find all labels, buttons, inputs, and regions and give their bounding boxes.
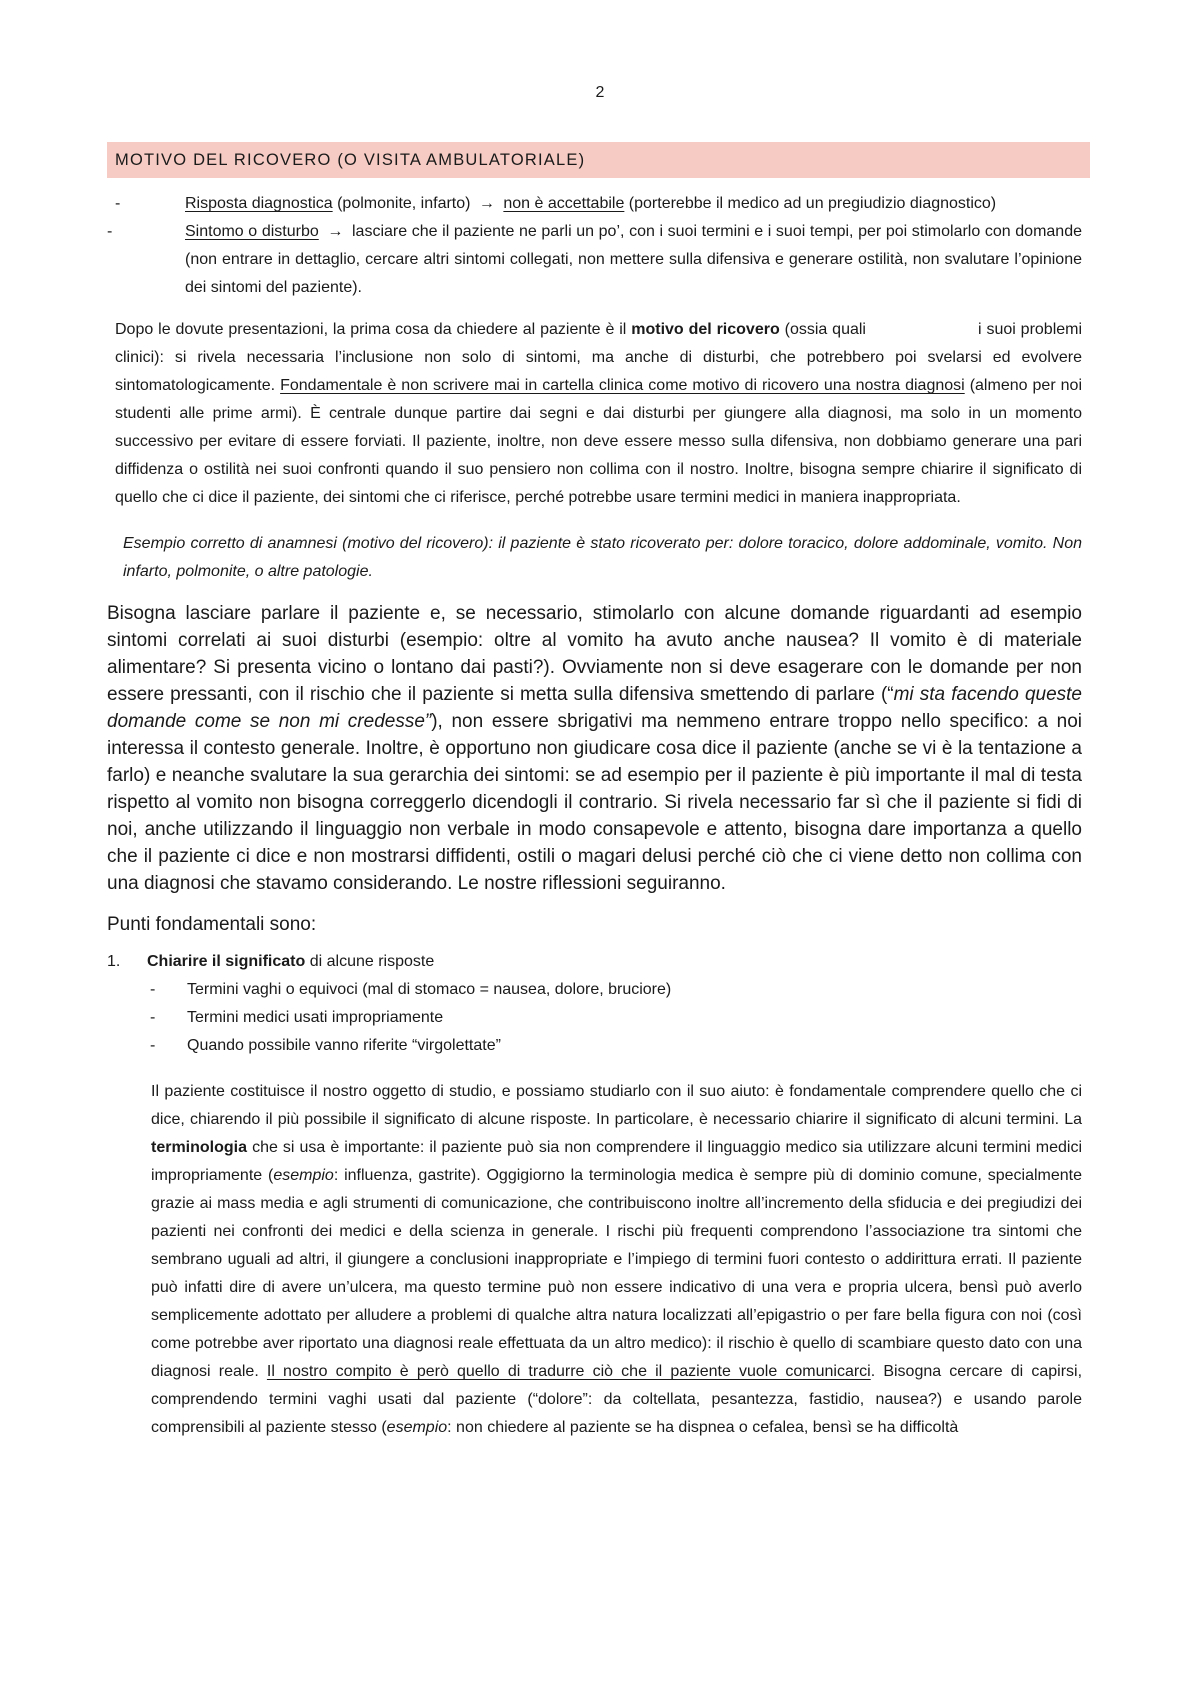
arrow-icon: → bbox=[478, 195, 495, 212]
bullet-sintomo-disturbo: - Sintomo o disturbo → lasciare che il paziente ne parli un po’, con i suoi termini e i suoi tempi, per poi stimolarlo con domande (non entrare in dettaglio, cercare altri sintomi collegati, non mettere sulla difensiva e generare ostilità, non svalutare l’opinione dei sintomi del paziente). bbox=[107, 218, 1082, 302]
sub-item: - Termini vaghi o equivoci (mal di stomaco = nausea, dolore, bruciore) bbox=[107, 976, 1082, 1004]
dash-marker: - bbox=[115, 195, 121, 212]
page-number: 2 bbox=[595, 84, 605, 101]
italic-text: mi sta facendo queste domande come se non mi credesse” bbox=[107, 684, 1083, 732]
italic-text: esempio bbox=[273, 1167, 334, 1184]
paragraph-terminologia: Il paziente costituisce il nostro oggetto di studio, e possiamo studiarlo con il suo aiuto: è fondamentale comprendere quello che ci dice, chiarendo il più possibile il significato di alcune risposte. In particolare, è necessario chiarire il significato di alcuni termini. La terminologia che si usa è importante: il paziente può sia non comprendere il linguaggio medico sia utilizzare alcuni termini medici impropriamente (esempio: influenza, gastrite). Oggigiorno la terminologia medica è sempre più di dominio comune, specialmente grazie ai mass media e agli strumenti di comunicazione, che contribuiscono inoltre all’incremento della sfiducia e dei pregiudizi dei pazienti nei confronti dei medici e della scienza in generale. I rischi più frequenti comprendono l’associazione tra sintomi che sembrano uguali ad altri, il giungere a conclusioni inappropriate e l’impiego di termini fuori contesto o addirittura errati. Il paziente può infatti dire di avere un’ulcera, ma questo termine può non essere indicativo di una vera e propria ulcera, bensì può averlo semplicemente adottato per alludere a problemi di qualche altra natura localizzati all’epigastrio o per fare bella figura con noi (così come potrebbe aver riportato una diagnosi reale effettuata da un altro medico): il rischio è quello di scambiare questo dato con una diagnosi reale. Il nostro compito è però quello di tradurre ciò che il paziente vuole comunicarci. Bisogna cercare di capirsi, comprendendo termini vaghi usati dal paziente (“dolore”: da coltellata, pesantezza, fastidio, nausea?) e usando parole comprensibili al paziente stesso (esempio: non chiedere al paziente se ha dispnea o cefalea, bensì se ha difficoltà bbox=[151, 1083, 1083, 1436]
bullet-risposta-diagnostica: - Risposta diagnostica (polmonite, infarto) → non è accettabile (porterebbe il medico ad un pregiudizio diagnostico) bbox=[115, 190, 1082, 218]
paragraph-presentazioni: Dopo le dovute presentazioni, la prima cosa da chiedere al paziente è il motivo del ricovero (ossia quali i suoi problemi clinici): si rivela necessaria l’inclusione non solo di sintomi, ma anche di disturbi, che potrebbero poi svelarsi ed evolvere sintomatologicamente. Fondamentale è non scrivere mai in cartella clinica come motivo di ricovero una nostra diagnosi (almeno per noi studenti alle prime armi). È centrale dunque partire dai segni e dai disturbi per giungere alla diagnosi, ma solo in un momento successivo per evitare di essere forviati. Il paziente, inoltre, non deve essere messo sulla difensiva, non dobbiamo generare una pari diffidenza o ostilità nei suoi confronti quando il suo pensiero non collima con il nostro. Inoltre, bisogna sempre chiarire il significato di quello che ci dice il paziente, dei sintomi che ci riferisce, perché potrebbe usare termini medici in maniera inappropriata. bbox=[115, 321, 1083, 506]
arrow-icon: → bbox=[327, 223, 344, 240]
bold-text: motivo del ricovero bbox=[631, 321, 780, 338]
section-title: MOTIVO DEL RICOVERO (O VISITA AMBULATORIALE) bbox=[115, 151, 586, 169]
dash-marker: - bbox=[150, 981, 156, 998]
section-header bbox=[107, 142, 1090, 178]
paragraph-lasciare-parlare: Bisogna lasciare parlare il paziente e, se necessario, stimolarlo con alcune domande riguardanti ad esempio sintomi correlati ai suoi disturbi (esempio: oltre al vomito ha avuto anche nausea? Il vomito è di materiale alimentare? Si presenta vicino o lontano dai pasti?). Ovviamente non si deve esagerare con le domande per non essere pressanti, con il rischio che il paziente si metta sulla difensiva smettendo di parlare (“mi sta facendo queste domande come se non mi credesse”), non essere sbrigativi ma nemmeno entrare troppo nello specifico: a noi interessa il contesto generale. Inoltre, è opportuno non giudicare cosa dice il paziente (anche se vi è la tentazione a farlo) e neanche svalutare la sua gerarchia dei sintomi: se ad esempio per il paziente è più importante il mal di testa rispetto al vomito non bisogna correggerlo dicendogli il contrario. Si rivela necessario far sì che il paziente si fidi di noi, anche utilizzando il linguaggio non verbale in modo consapevole e attento, bisogna dare importanza a quello che il paziente ci dice e non mostrarsi diffidenti, ostili o magari delusi perché ciò che ci viene detto non collima con una diagnosi che stavamo considerando. Le nostre riflessioni seguiranno. bbox=[107, 603, 1083, 894]
example-paragraph: Esempio corretto di anamnesi (motivo del ricovero): il paziente è stato ricoverato per: dolore toracico, dolore addominale, vomito. Non infarto, polmonite, o altre patologie. bbox=[123, 535, 1082, 580]
sub-item: - Termini medici usati impropriamente bbox=[107, 1004, 1082, 1032]
list-number: 1. bbox=[107, 953, 121, 970]
underlined-text: Sintomo o disturbo bbox=[185, 223, 319, 240]
underlined-text: Risposta diagnostica bbox=[185, 195, 333, 212]
underlined-text: Il nostro compito è però quello di tradurre ciò che il paziente vuole comunicarci bbox=[266, 1363, 871, 1380]
document-body bbox=[107, 190, 1083, 1442]
list-item-chiarire: 1. Chiarire il significato di alcune risposte bbox=[107, 948, 1082, 976]
italic-text: esempio bbox=[386, 1419, 448, 1436]
dash-marker: - bbox=[107, 223, 113, 240]
sub-item: - Quando possibile vanno riferite “virgolettate” bbox=[107, 1032, 1082, 1060]
points-intro: Punti fondamentali sono: bbox=[107, 914, 317, 935]
underlined-text: Fondamentale è non scrivere mai in cartella clinica come motivo di ricovero una nostra diagnosi bbox=[280, 377, 965, 394]
underlined-text: non è accettabile bbox=[503, 195, 625, 212]
dash-marker: - bbox=[150, 1037, 156, 1054]
dash-marker: - bbox=[150, 1009, 156, 1026]
bold-text: terminologia bbox=[151, 1139, 248, 1156]
bold-text: Chiarire il significato bbox=[147, 953, 306, 970]
